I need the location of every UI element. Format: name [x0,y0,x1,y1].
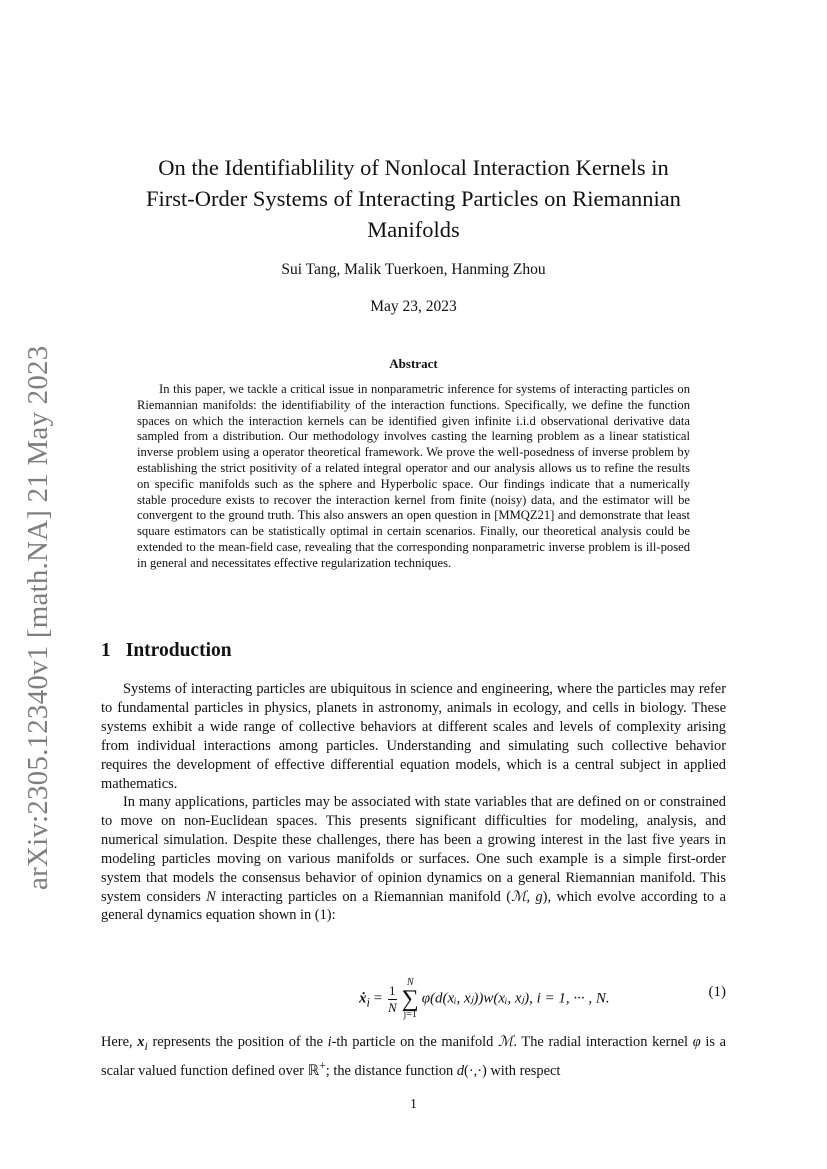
abstract-text: In this paper, we tackle a critical issue in nonparametric inference for systems of interacting particles on Riemannian manifolds: the identifiability of the interaction functions. Specifically, we define the function spaces on which the interaction kernels can be identified given infinite i.i.d observational derivative data sampled from a distribution. Our methodology involves casting the learning problem as a linear statistical inverse problem using a operator theoretical framework. We prove the well-posedness of inverse problem by establishing the strict positivity of a related integral operator and our analysis allows us to refine the results on specific manifolds such as the sphere and Hyperbolic space. Our findings indicate that a numerically stable procedure exists to recover the interaction kernel from finite (noisy) data, and the estimator will be convergent to the ground truth. This also answers an open question in [MMQZ21] and demonstrate that least square estimators can be statistically optimal in certain scenarios. Finally, our theoretical analysis could be extended to the mean-field case, revealing that the corresponding nonparametric inverse problem is ill-posed in general and necessitates effective regularization techniques. [137,382,690,570]
intro-paragraph-2: In many applications, particles may be associated with state variables that are defined on or constrained to move on non-Euclidean spaces. This presents significant difficulties for modeling, analysis, and numerical simulation. Despite these challenges, there has been a growing interest in the last five years in modeling particles moving on various manifolds or surfaces. One such example is a simple first-order system that models the consensus behavior of opinion dynamics on a general Riemannian manifold. This system considers N interacting particles on a Riemannian manifold (ℳ, g), which evolve according to a general dynamics equation shown in (1): [101,794,726,924]
section-heading [101,640,232,662]
fraction: $\frac{1}{N}$ [387,982,397,1015]
paper-title [110,152,717,245]
title-line: First-Order Systems of Interacting Particles on Riemannian [146,186,681,211]
abstract-heading: Abstract [389,356,438,371]
intro-paragraph-1: Systems of interacting particles are ubiquitous in science and engineering, where the particles may refer to fundamental particles in physics, planets in astronomy, animals in ecology, and cells in biology. These systems exhibit a wide range of collective behaviors at different scales and levels of complexity arising from individual interactions among particles. Understanding and simulating such collective behavior requires the development of effective differential equation models, which is a central subject in applied mathematics. [101,681,726,792]
intro-paragraph-3: Here, $x_i$ represents the position of the i-th particle on the manifold ℳ. The radial interaction kernel φ is a scalar valued function defined over ℝ+; the distance function d(·,·) with respect [101,1034,727,1079]
arxiv-identifier: arXiv:2305.12340v1 [math.NA] 21 May 2023 [22,345,54,890]
summation: N ∑ j=1 [401,977,419,1020]
page-number: 1 [410,1097,417,1112]
publication-date: May 23, 2023 [370,298,457,315]
title-line: On the Identifiablility of Nonlocal Interaction Kernels in [158,155,669,180]
equation-number: (1) [708,984,726,1000]
equation-1 [101,970,726,1026]
section-number: 1 [101,640,111,661]
authors: Sui Tang, Malik Tuerkoen, Hanming Zhou [281,261,546,278]
title-line: Manifolds [367,217,460,242]
section-title: Introduction [125,640,232,661]
equation-body: ẋ$_i$ = $\frac{1}{N}$ N ∑ j=1 φ(d(xᵢ, xⱼ))w(xᵢ, xⱼ), i = 1, ··· , N. [359,977,610,1020]
